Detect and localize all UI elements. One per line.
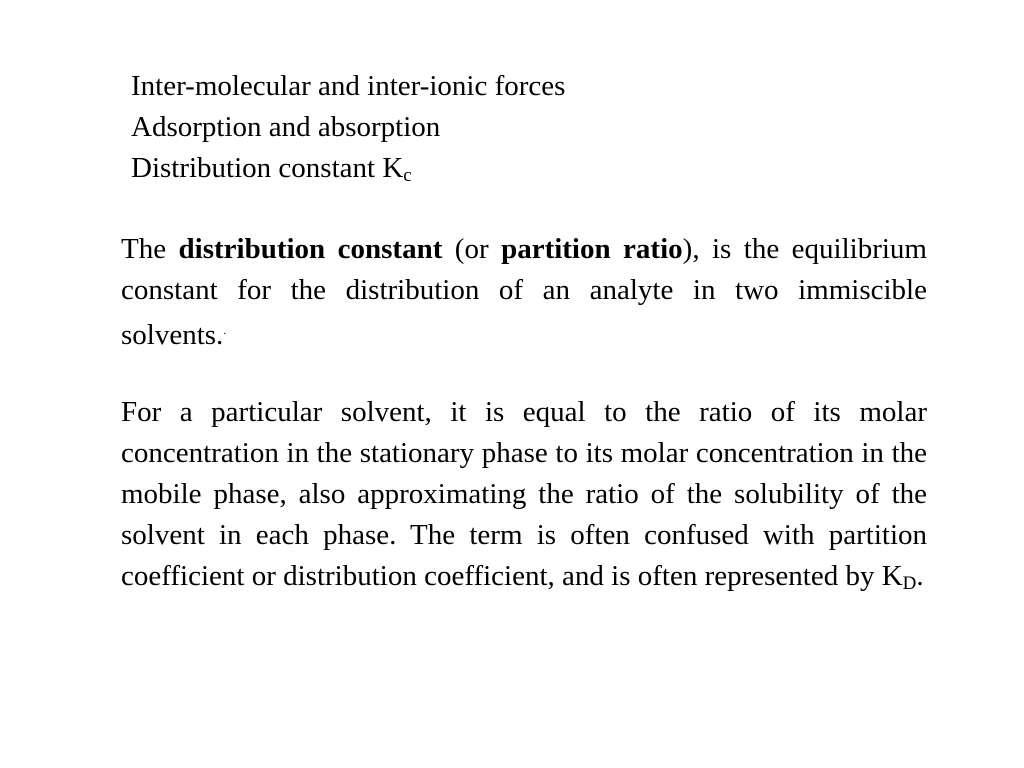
subscript-c: c xyxy=(403,165,412,186)
topic-text: Adsorption and absorption xyxy=(131,111,441,143)
stray-dot: . xyxy=(223,325,227,337)
subscript-d: D xyxy=(902,573,917,594)
topic-item-distribution-constant xyxy=(131,148,565,189)
text-segment: For a particular solvent, it is equal to the ratio of its molar concentration in the stationary phase to its molar concentration in the mobile phase, also approximating the ratio of the solubility of the solvent in each phase. The term is often confused with partition coefficient or distribution coefficient, and is often represented by K xyxy=(121,396,927,592)
text-segment: . xyxy=(916,560,924,592)
text-segment: (or xyxy=(442,233,502,265)
explanation-paragraph xyxy=(121,392,927,597)
topic-item-intermolecular-forces xyxy=(131,66,565,107)
text-segment: The xyxy=(121,233,179,265)
topic-list xyxy=(131,66,565,189)
definition-paragraph xyxy=(121,229,927,356)
topic-text: Distribution constant K xyxy=(131,152,404,184)
topic-text: Inter-molecular and inter-ionic forces xyxy=(131,70,566,102)
term-distribution-constant: distribution constant xyxy=(178,233,443,265)
topic-item-adsorption-absorption xyxy=(131,107,565,148)
text-segment: ), is the equilibrium constant for the distribution of an analyte in two immiscible solvents. xyxy=(121,233,927,351)
term-partition-ratio: partition ratio xyxy=(501,233,683,265)
